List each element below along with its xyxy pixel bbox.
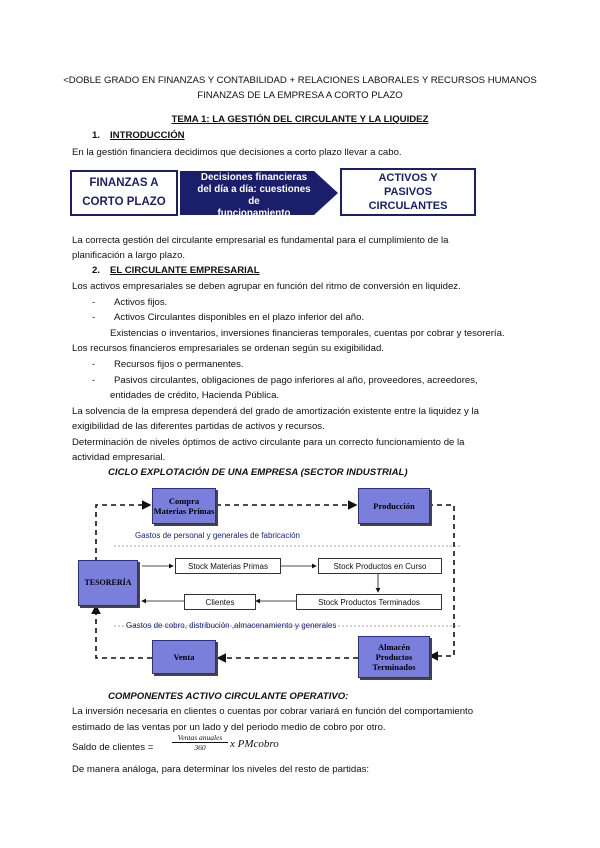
- solvencia-line1: La solvencia de la empresa dependerá del grado de amortización existente entre la liquidez y la: [72, 406, 479, 417]
- clientes-label: Clientes: [205, 597, 235, 607]
- compra-line2: Materias Primas: [153, 506, 215, 516]
- tesoreria-box: [78, 560, 138, 606]
- formula-tail: x PMcobro: [230, 738, 279, 750]
- stock-materias-primas-box: [175, 558, 281, 574]
- solvencia-line2: exigibilidad de las diferentes partidas de activos y recursos.: [72, 421, 325, 432]
- components-title: COMPONENTES ACTIVO CIRCULANTE OPERATIVO:: [108, 691, 349, 702]
- recursos-bullet-1: - Recursos fijos o permanentes.: [92, 359, 244, 370]
- stock-mp-label: Stock Materias Primas: [187, 561, 269, 571]
- banner-middle-line3: funcionamiento: [217, 208, 291, 219]
- clientes-box: [184, 594, 256, 610]
- produccion-box: [358, 488, 430, 524]
- diagram-title: CICLO EXPLOTACIÓN DE UNA EMPRESA (SECTOR INDUSTRIAL): [108, 467, 408, 478]
- section1-title: INTRODUCCIÓN: [110, 130, 185, 141]
- banner-middle-line2: del día a día: cuestiones de: [197, 184, 311, 207]
- stock-terminados-label: Stock Productos Terminados: [318, 597, 420, 607]
- venta-label: Venta: [173, 652, 195, 662]
- section2-title: EL CIRCULANTE EMPRESARIAL: [110, 265, 260, 276]
- header-line-1: <DOBLE GRADO EN FINANZAS Y CONTABILIDAD + RELACIONES LABORALES Y RECURSOS HUMANOS: [63, 75, 537, 86]
- banner-right-line2: PASIVOS: [383, 186, 433, 198]
- activos-bullet-2: - Activos Circulantes disponibles en el plazo inferior del año.: [92, 312, 365, 323]
- bullet-text: Pasivos circulantes, obligaciones de pago inferiores al año, proveedores, acreedores,: [114, 375, 478, 386]
- stock-productos-terminados-box: [296, 594, 442, 610]
- bullet-text: Activos Circulantes disponibles en el plazo inferior del año.: [114, 312, 365, 323]
- formula-denominator: 360: [194, 743, 206, 752]
- activos-paragraph: Los activos empresariales se deben agrupar en función del ritmo de conversión en liquidez.: [72, 281, 461, 292]
- banner-left-line1: FINANZAS A: [89, 177, 159, 189]
- tesoreria-label: TESORERÍA: [84, 578, 132, 587]
- banner-right-line1: ACTIVOS Y: [378, 172, 438, 184]
- topic-title: TEMA 1: LA GESTIÓN DEL CIRCULANTE Y LA LIQUIDEZ: [171, 114, 429, 125]
- compra-line1: Compra: [168, 496, 200, 506]
- almacen-productos-terminados-box: [358, 636, 430, 678]
- determinacion-line1: Determinación de niveles óptimos de activo circulante para un correcto funcionamiento de la: [72, 437, 465, 448]
- activos-detail: Existencias o inventarios, inversiones financieras temporales, cuentas por cobrar y tesorería.: [110, 328, 505, 339]
- banner-activos-box: [340, 168, 476, 216]
- recursos-paragraph: Los recursos financieros empresariales se ordenan según su exigibilidad.: [72, 343, 384, 354]
- section1-text: En la gestión financiera decidimos que decisiones a corto plazo llevar a cabo.: [72, 147, 402, 158]
- banner-middle-text: [192, 172, 316, 220]
- formula-fraction: [172, 733, 228, 752]
- banner-middle-line1: Decisiones financieras: [200, 172, 308, 183]
- para1-line1: La correcta gestión del circulante empresarial es fundamental para el cumplimiento de la: [72, 235, 449, 246]
- banner-finanzas-box: [70, 170, 178, 216]
- almacen-line2: Productos: [375, 652, 413, 662]
- bullet-text: Activos fijos.: [114, 297, 168, 308]
- header-line-2: FINANZAS DE LA EMPRESA A CORTO PLAZO: [197, 90, 403, 101]
- formula-numerator: Ventas anuales: [172, 733, 228, 743]
- formula-label: Saldo de clientes =: [72, 742, 154, 753]
- section1-number: 1.: [92, 130, 101, 141]
- determinacion-line2: actividad empresarial.: [72, 452, 166, 463]
- banner-left-line2: CORTO PLAZO: [82, 196, 166, 208]
- stock-productos-curso-box: [318, 558, 442, 574]
- section2-number: 2.: [92, 265, 101, 276]
- stock-curso-label: Stock Productos en Curso: [333, 561, 427, 571]
- venta-box: [152, 640, 216, 674]
- banner-right-line3: CIRCULANTES: [368, 200, 448, 212]
- para1-line2: planificación a largo plazo.: [72, 250, 186, 261]
- gastos-cobro-label: Gastos de cobro, distribución ,almacenamiento y generales: [126, 621, 337, 630]
- inversion-line2: estimado de las ventas por un lado y del periodo medio de cobro por otro.: [72, 722, 386, 733]
- almacen-line3: Terminados: [372, 662, 416, 672]
- bullet-text: Recursos fijos o permanentes.: [114, 359, 244, 370]
- activos-bullet-1: - Activos fijos.: [92, 297, 168, 308]
- recursos-bullet-2: - Pasivos circulantes, obligaciones de pago inferiores al año, proveedores, acreedores,: [92, 375, 478, 386]
- recursos-detail: entidades de crédito, Hacienda Pública.: [110, 390, 280, 401]
- compra-materias-primas-box: [152, 488, 216, 524]
- final-paragraph: De manera análoga, para determinar los niveles del resto de partidas:: [72, 764, 370, 775]
- inversion-line1: La inversión necesaria en clientes o cuentas por cobrar variará en función del comportamiento: [72, 706, 474, 717]
- gastos-personal-label: Gastos de personal y generales de fabricación: [135, 531, 300, 540]
- almacen-line1: Almacén: [377, 642, 411, 652]
- produccion-label: Producción: [373, 501, 415, 511]
